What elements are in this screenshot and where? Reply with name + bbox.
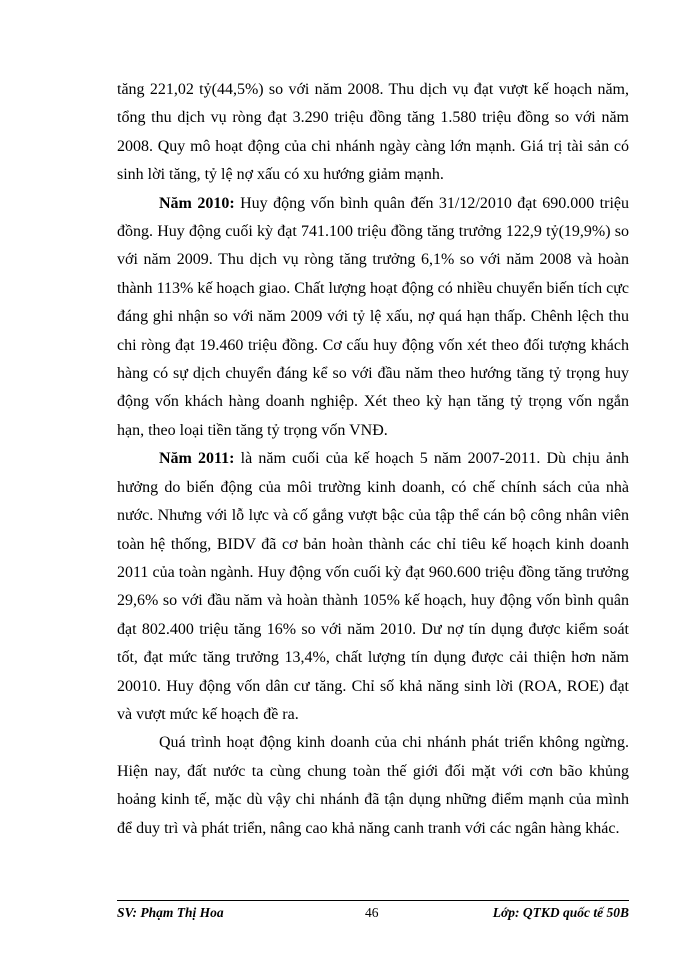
paragraph-year-2011 [117,445,629,729]
document-body [117,76,629,843]
year-2011-text: là năm cuối của kế hoạch 5 năm 2007-2011. Dù chịu ảnh hưởng do biến động của môi trường kinh doanh, có chế chính sách của nhà nước. Nhưng với lỗ lực và cố gắng vượt bậc của tập thể cán bộ công nhân viên toàn hệ thống, BIDV đã cơ bản hoàn thành các chỉ tiêu kế hoạch kinh doanh 2011 của toàn ngành. Huy động vốn cuối kỳ đạt 960.600 triệu đồng tăng trưởng 29,6% so với đầu năm và hoàn thành 105% kế hoạch, huy động vốn bình quân đạt 802.400 triệu tăng 16% so với năm 2010. Dư nợ tín dụng được kiểm soát tốt, đạt mức tăng trưởng 13,4%, chất lượng tín dụng được cải thiện hơn năm 20010. Huy động vốn dân cư tăng. Chỉ số khả năng sinh lời (ROA, ROE) đạt và vượt mức kế hoạch đề ra. [117,450,629,723]
year-2011-label: Năm 2011: [159,450,235,468]
footer-student-name: SV: Phạm Thị Hoa [117,905,224,920]
year-2010-label: Năm 2010: [159,194,235,212]
paragraph-conclusion: Quá trình hoạt động kinh doanh của chi nhánh phát triển không ngừng. Hiện nay, đất nước ta cùng chung toàn thế giới đối mặt với cơn bão khủng hoảng kinh tế, mặc dù vậy chi nhánh đã tận dụng những điểm mạnh của mình để duy trì và phát triển, nâng cao khả năng canh tranh với các ngân hàng khác. [117,734,629,837]
page-footer [117,900,629,923]
paragraph-year-2010 [117,190,629,446]
paragraph-continuation-2009: tăng 221,02 tỷ(44,5%) so với năm 2008. Thu dịch vụ đạt vượt kế hoạch năm, tổng thu dịch vụ ròng đạt 3.290 triệu đồng tăng 1.580 triệu đồng so với năm 2008. Quy mô hoạt động của chi nhánh ngày càng lớn mạnh. Giá trị tài sản có sinh lời tăng, tỷ lệ nợ xấu có xu hướng giảm mạnh. [117,81,629,184]
footer-class-name: Lớp: QTKD quốc tế 50B [492,905,629,920]
footer-page-number: 46 [365,905,379,920]
year-2010-text: Huy động vốn bình quân đến 31/12/2010 đạt 690.000 triệu đồng. Huy động cuối kỳ đạt 741.100 triệu đồng tăng trưởng 122,9 tỷ(19,9%) so với năm 2009. Thu dịch vụ ròng tăng trưởng 6,1% so với năm 2008 và hoàn thành 113% kế hoạch giao. Chất lượng hoạt động có nhiều chuyển biến tích cực đáng ghi nhận so với năm 2009 với tỷ lệ xấu, nợ quá hạn thấp. Chênh lệch thu chi ròng đạt 19.460 triệu đồng. Cơ cấu huy động vốn xét theo đối tượng khách hàng có sự dịch chuyển đáng kể so với đầu năm theo hướng tăng tỷ trọng huy động vốn khách hàng doanh nghiệp. Xét theo kỳ hạn tăng tỷ trọng vốn ngắn hạn, theo loại tiền tăng tỷ trọng vốn VNĐ. [117,194,629,439]
